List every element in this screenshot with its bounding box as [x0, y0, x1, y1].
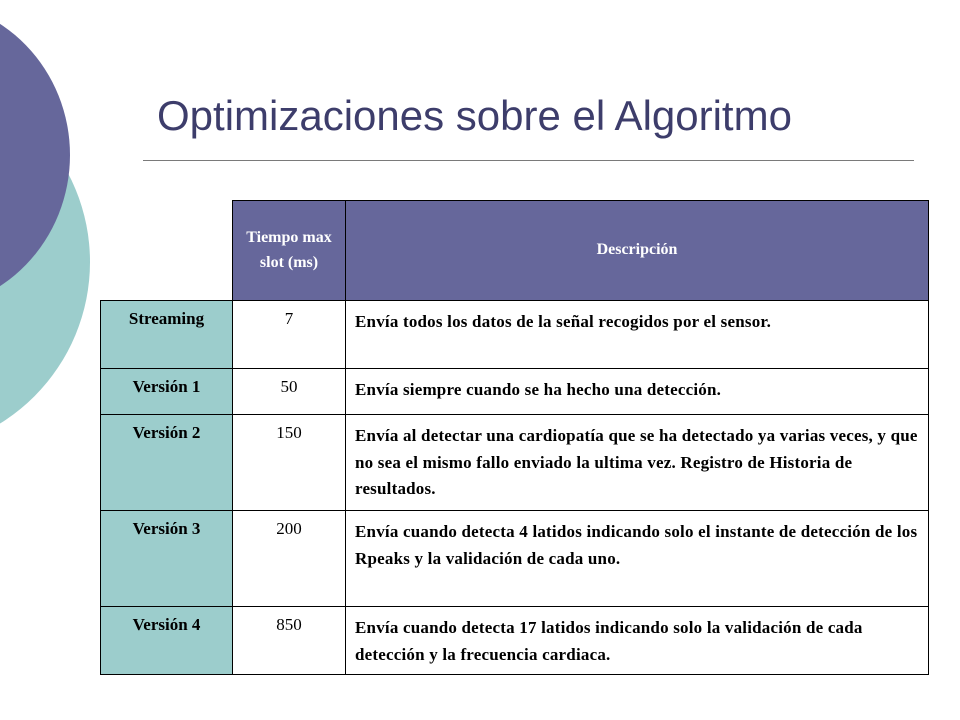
title-divider: [143, 160, 914, 161]
row-time: 50: [233, 369, 346, 415]
row-description: Envía cuando detecta 17 latidos indicando solo la validación de cada detección y la frecuencia cardiaca.: [346, 607, 929, 675]
table-row: [101, 369, 929, 415]
row-label: Versión 1: [101, 369, 233, 415]
table-header-row: [101, 201, 929, 301]
slide-title: Optimizaciones sobre el Algoritmo: [157, 92, 792, 139]
header-time: Tiempo max slot (ms): [233, 201, 346, 301]
row-label: Streaming: [101, 301, 233, 369]
header-empty-cell: [101, 201, 233, 301]
row-label: Versión 2: [101, 415, 233, 511]
row-description: Envía cuando detecta 4 latidos indicando solo el instante de detección de los Rpeaks y la validación de cada uno.: [346, 511, 929, 607]
table-row: [101, 511, 929, 607]
table-row: [101, 301, 929, 369]
table-row: [101, 607, 929, 675]
row-description: Envía al detectar una cardiopatía que se ha detectado ya varias veces, y que no sea el mismo fallo enviado la ultima vez. Registro de Historia de resultados.: [346, 415, 929, 511]
row-label: Versión 4: [101, 607, 233, 675]
row-time: 7: [233, 301, 346, 369]
table-row: [101, 415, 929, 511]
optimizations-table: [100, 200, 929, 675]
row-time: 150: [233, 415, 346, 511]
row-label: Versión 3: [101, 511, 233, 607]
row-time: 200: [233, 511, 346, 607]
header-description: Descripción: [346, 201, 929, 301]
row-time: 850: [233, 607, 346, 675]
row-description: Envía siempre cuando se ha hecho una detección.: [346, 369, 929, 415]
row-description: Envía todos los datos de la señal recogidos por el sensor.: [346, 301, 929, 369]
